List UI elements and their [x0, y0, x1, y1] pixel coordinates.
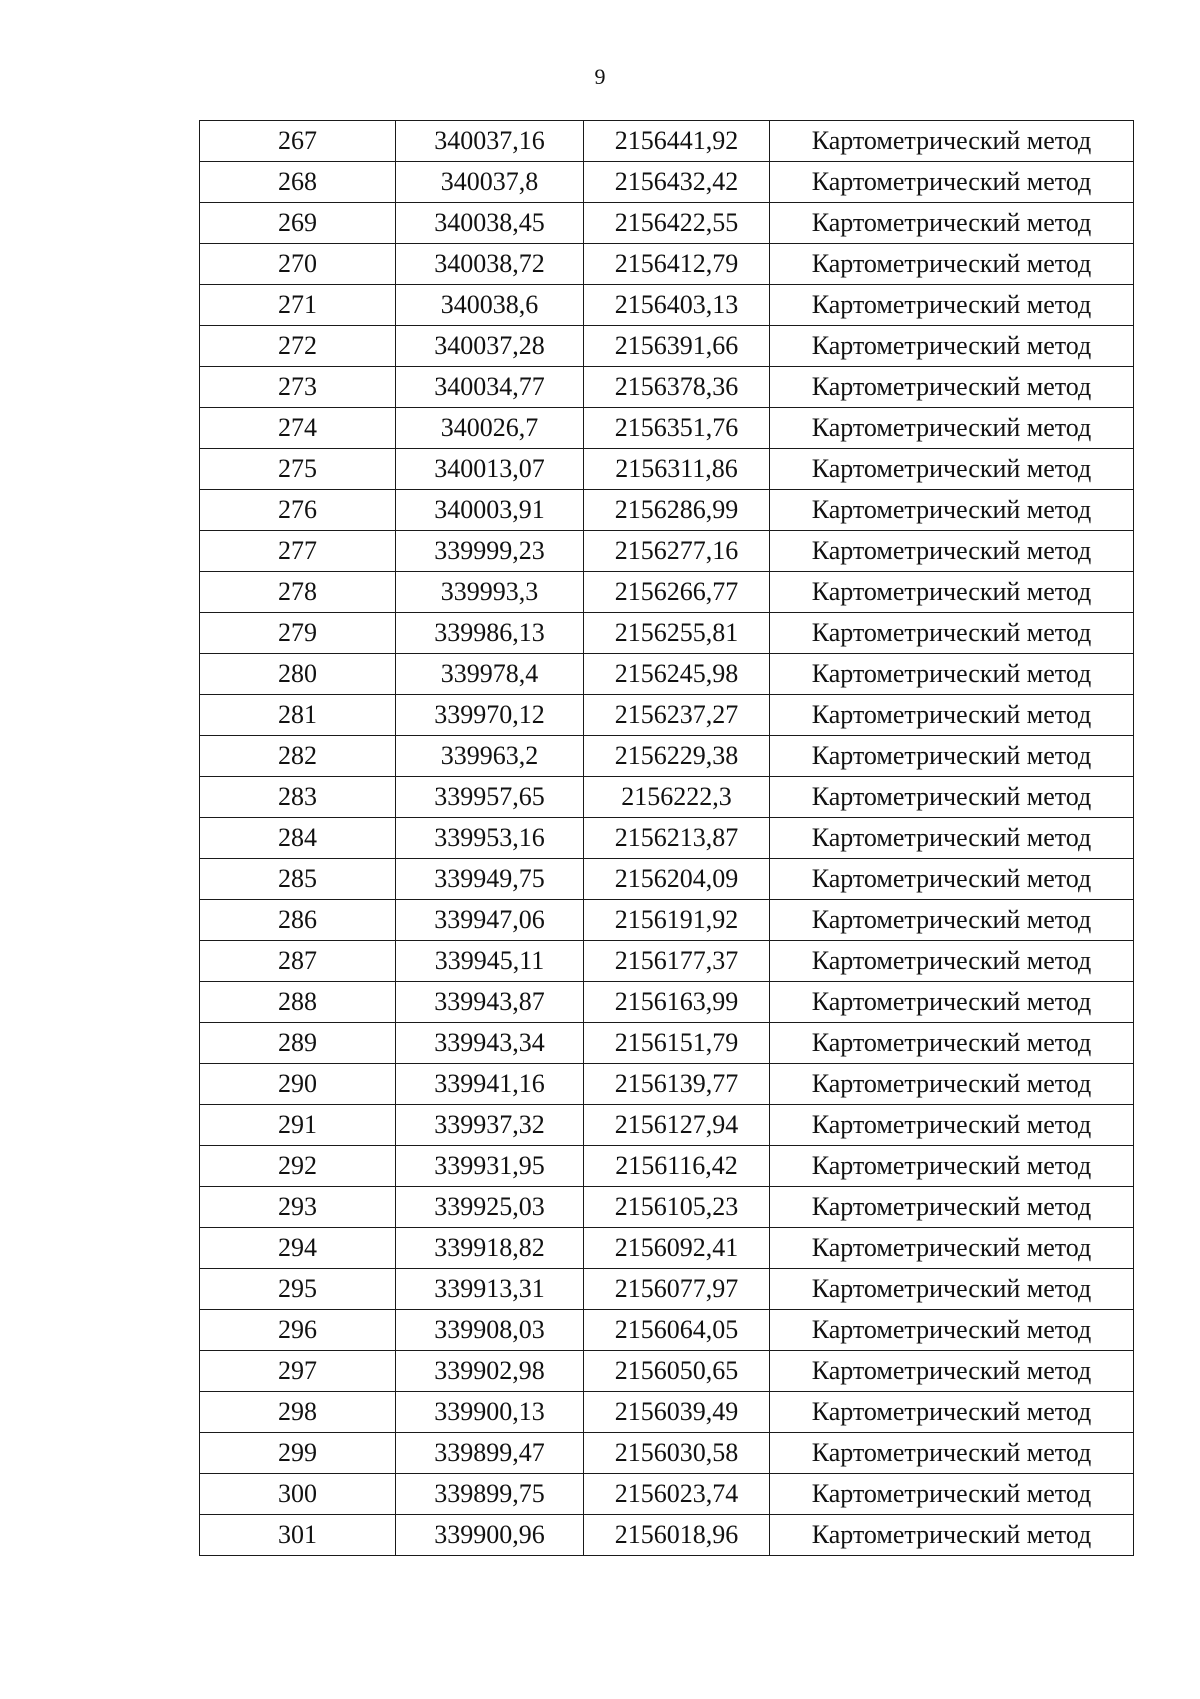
x-coordinate-cell: 340038,45 [396, 203, 584, 244]
point-number-cell: 272 [200, 326, 396, 367]
method-cell: Картометрический метод [770, 244, 1134, 285]
method-cell: Картометрический метод [770, 654, 1134, 695]
x-coordinate-cell: 339978,4 [396, 654, 584, 695]
table-row [200, 1351, 1134, 1392]
x-coordinate-cell: 339949,75 [396, 859, 584, 900]
method-cell: Картометрический метод [770, 1351, 1134, 1392]
y-coordinate-cell: 2156077,97 [584, 1269, 770, 1310]
table-row [200, 1023, 1134, 1064]
table-row [200, 1269, 1134, 1310]
x-coordinate-cell: 339902,98 [396, 1351, 584, 1392]
x-coordinate-cell: 339941,16 [396, 1064, 584, 1105]
method-cell: Картометрический метод [770, 1146, 1134, 1187]
y-coordinate-cell: 2156277,16 [584, 531, 770, 572]
x-coordinate-cell: 339970,12 [396, 695, 584, 736]
point-number-cell: 283 [200, 777, 396, 818]
point-number-cell: 279 [200, 613, 396, 654]
method-cell: Картометрический метод [770, 203, 1134, 244]
page-number: 9 [594, 64, 606, 89]
table-row [200, 490, 1134, 531]
x-coordinate-cell: 339931,95 [396, 1146, 584, 1187]
x-coordinate-cell: 340037,8 [396, 162, 584, 203]
x-coordinate-cell: 339963,2 [396, 736, 584, 777]
point-number-cell: 298 [200, 1392, 396, 1433]
table-row [200, 531, 1134, 572]
method-cell: Картометрический метод [770, 490, 1134, 531]
y-coordinate-cell: 2156092,41 [584, 1228, 770, 1269]
y-coordinate-cell: 2156039,49 [584, 1392, 770, 1433]
method-cell: Картометрический метод [770, 367, 1134, 408]
x-coordinate-cell: 340013,07 [396, 449, 584, 490]
table-row [200, 572, 1134, 613]
method-cell: Картометрический метод [770, 1023, 1134, 1064]
y-coordinate-cell: 2156422,55 [584, 203, 770, 244]
table-row [200, 613, 1134, 654]
table-row [200, 777, 1134, 818]
point-number-cell: 289 [200, 1023, 396, 1064]
y-coordinate-cell: 2156237,27 [584, 695, 770, 736]
point-number-cell: 297 [200, 1351, 396, 1392]
table-row [200, 695, 1134, 736]
table-row [200, 1392, 1134, 1433]
x-coordinate-cell: 339999,23 [396, 531, 584, 572]
table-row [200, 285, 1134, 326]
point-number-cell: 288 [200, 982, 396, 1023]
point-number-cell: 268 [200, 162, 396, 203]
table-row [200, 1474, 1134, 1515]
point-number-cell: 294 [200, 1228, 396, 1269]
x-coordinate-cell: 339913,31 [396, 1269, 584, 1310]
y-coordinate-cell: 2156229,38 [584, 736, 770, 777]
method-cell: Картометрический метод [770, 408, 1134, 449]
method-cell: Картометрический метод [770, 1105, 1134, 1146]
method-cell: Картометрический метод [770, 1064, 1134, 1105]
x-coordinate-cell: 339899,47 [396, 1433, 584, 1474]
method-cell: Картометрический метод [770, 982, 1134, 1023]
table-row [200, 1515, 1134, 1556]
method-cell: Картометрический метод [770, 818, 1134, 859]
table-row [200, 1310, 1134, 1351]
table-row [200, 1064, 1134, 1105]
table-row [200, 326, 1134, 367]
table-row [200, 1228, 1134, 1269]
table-row [200, 859, 1134, 900]
coordinates-table-body [200, 121, 1134, 1556]
x-coordinate-cell: 339908,03 [396, 1310, 584, 1351]
table-row [200, 900, 1134, 941]
y-coordinate-cell: 2156311,86 [584, 449, 770, 490]
x-coordinate-cell: 339943,87 [396, 982, 584, 1023]
method-cell: Картометрический метод [770, 777, 1134, 818]
table-row [200, 941, 1134, 982]
x-coordinate-cell: 340003,91 [396, 490, 584, 531]
y-coordinate-cell: 2156204,09 [584, 859, 770, 900]
y-coordinate-cell: 2156255,81 [584, 613, 770, 654]
point-number-cell: 273 [200, 367, 396, 408]
point-number-cell: 301 [200, 1515, 396, 1556]
point-number-cell: 293 [200, 1187, 396, 1228]
method-cell: Картометрический метод [770, 326, 1134, 367]
y-coordinate-cell: 2156018,96 [584, 1515, 770, 1556]
method-cell: Картометрический метод [770, 900, 1134, 941]
table-row [200, 1146, 1134, 1187]
point-number-cell: 267 [200, 121, 396, 162]
method-cell: Картометрический метод [770, 1433, 1134, 1474]
point-number-cell: 277 [200, 531, 396, 572]
y-coordinate-cell: 2156191,92 [584, 900, 770, 941]
method-cell: Картометрический метод [770, 531, 1134, 572]
table-row [200, 367, 1134, 408]
x-coordinate-cell: 339925,03 [396, 1187, 584, 1228]
x-coordinate-cell: 339986,13 [396, 613, 584, 654]
y-coordinate-cell: 2156286,99 [584, 490, 770, 531]
method-cell: Картометрический метод [770, 1392, 1134, 1433]
coordinates-table [199, 120, 1134, 1556]
method-cell: Картометрический метод [770, 285, 1134, 326]
x-coordinate-cell: 339945,11 [396, 941, 584, 982]
point-number-cell: 296 [200, 1310, 396, 1351]
method-cell: Картометрический метод [770, 1310, 1134, 1351]
method-cell: Картометрический метод [770, 1269, 1134, 1310]
y-coordinate-cell: 2156213,87 [584, 818, 770, 859]
table-row [200, 1187, 1134, 1228]
x-coordinate-cell: 339947,06 [396, 900, 584, 941]
y-coordinate-cell: 2156245,98 [584, 654, 770, 695]
y-coordinate-cell: 2156105,23 [584, 1187, 770, 1228]
y-coordinate-cell: 2156127,94 [584, 1105, 770, 1146]
x-coordinate-cell: 339993,3 [396, 572, 584, 613]
method-cell: Картометрический метод [770, 859, 1134, 900]
point-number-cell: 280 [200, 654, 396, 695]
method-cell: Картометрический метод [770, 162, 1134, 203]
x-coordinate-cell: 339953,16 [396, 818, 584, 859]
method-cell: Картометрический метод [770, 695, 1134, 736]
y-coordinate-cell: 2156378,36 [584, 367, 770, 408]
y-coordinate-cell: 2156222,3 [584, 777, 770, 818]
point-number-cell: 300 [200, 1474, 396, 1515]
y-coordinate-cell: 2156441,92 [584, 121, 770, 162]
x-coordinate-cell: 339899,75 [396, 1474, 584, 1515]
y-coordinate-cell: 2156432,42 [584, 162, 770, 203]
table-row [200, 818, 1134, 859]
method-cell: Картометрический метод [770, 736, 1134, 777]
y-coordinate-cell: 2156151,79 [584, 1023, 770, 1064]
table-row [200, 1433, 1134, 1474]
point-number-cell: 278 [200, 572, 396, 613]
point-number-cell: 281 [200, 695, 396, 736]
x-coordinate-cell: 339937,32 [396, 1105, 584, 1146]
point-number-cell: 291 [200, 1105, 396, 1146]
y-coordinate-cell: 2156064,05 [584, 1310, 770, 1351]
table-row [200, 162, 1134, 203]
table-row [200, 982, 1134, 1023]
x-coordinate-cell: 339918,82 [396, 1228, 584, 1269]
y-coordinate-cell: 2156403,13 [584, 285, 770, 326]
method-cell: Картометрический метод [770, 121, 1134, 162]
point-number-cell: 292 [200, 1146, 396, 1187]
x-coordinate-cell: 340037,28 [396, 326, 584, 367]
y-coordinate-cell: 2156050,65 [584, 1351, 770, 1392]
point-number-cell: 299 [200, 1433, 396, 1474]
y-coordinate-cell: 2156139,77 [584, 1064, 770, 1105]
method-cell: Картометрический метод [770, 1515, 1134, 1556]
x-coordinate-cell: 340038,72 [396, 244, 584, 285]
point-number-cell: 276 [200, 490, 396, 531]
y-coordinate-cell: 2156351,76 [584, 408, 770, 449]
point-number-cell: 271 [200, 285, 396, 326]
table-row [200, 1105, 1134, 1146]
y-coordinate-cell: 2156163,99 [584, 982, 770, 1023]
method-cell: Картометрический метод [770, 572, 1134, 613]
table-row [200, 654, 1134, 695]
method-cell: Картометрический метод [770, 1228, 1134, 1269]
table-row [200, 203, 1134, 244]
point-number-cell: 286 [200, 900, 396, 941]
y-coordinate-cell: 2156030,58 [584, 1433, 770, 1474]
x-coordinate-cell: 339943,34 [396, 1023, 584, 1064]
point-number-cell: 269 [200, 203, 396, 244]
point-number-cell: 275 [200, 449, 396, 490]
y-coordinate-cell: 2156391,66 [584, 326, 770, 367]
x-coordinate-cell: 340038,6 [396, 285, 584, 326]
y-coordinate-cell: 2156116,42 [584, 1146, 770, 1187]
method-cell: Картометрический метод [770, 1187, 1134, 1228]
x-coordinate-cell: 339957,65 [396, 777, 584, 818]
point-number-cell: 287 [200, 941, 396, 982]
y-coordinate-cell: 2156177,37 [584, 941, 770, 982]
point-number-cell: 284 [200, 818, 396, 859]
x-coordinate-cell: 339900,13 [396, 1392, 584, 1433]
table-row [200, 408, 1134, 449]
y-coordinate-cell: 2156266,77 [584, 572, 770, 613]
method-cell: Картометрический метод [770, 1474, 1134, 1515]
y-coordinate-cell: 2156412,79 [584, 244, 770, 285]
point-number-cell: 285 [200, 859, 396, 900]
table-row [200, 244, 1134, 285]
x-coordinate-cell: 340037,16 [396, 121, 584, 162]
point-number-cell: 295 [200, 1269, 396, 1310]
x-coordinate-cell: 339900,96 [396, 1515, 584, 1556]
table-row [200, 449, 1134, 490]
point-number-cell: 270 [200, 244, 396, 285]
y-coordinate-cell: 2156023,74 [584, 1474, 770, 1515]
method-cell: Картометрический метод [770, 449, 1134, 490]
table-row [200, 121, 1134, 162]
x-coordinate-cell: 340034,77 [396, 367, 584, 408]
point-number-cell: 274 [200, 408, 396, 449]
method-cell: Картометрический метод [770, 941, 1134, 982]
point-number-cell: 282 [200, 736, 396, 777]
x-coordinate-cell: 340026,7 [396, 408, 584, 449]
table-row [200, 736, 1134, 777]
method-cell: Картометрический метод [770, 613, 1134, 654]
point-number-cell: 290 [200, 1064, 396, 1105]
